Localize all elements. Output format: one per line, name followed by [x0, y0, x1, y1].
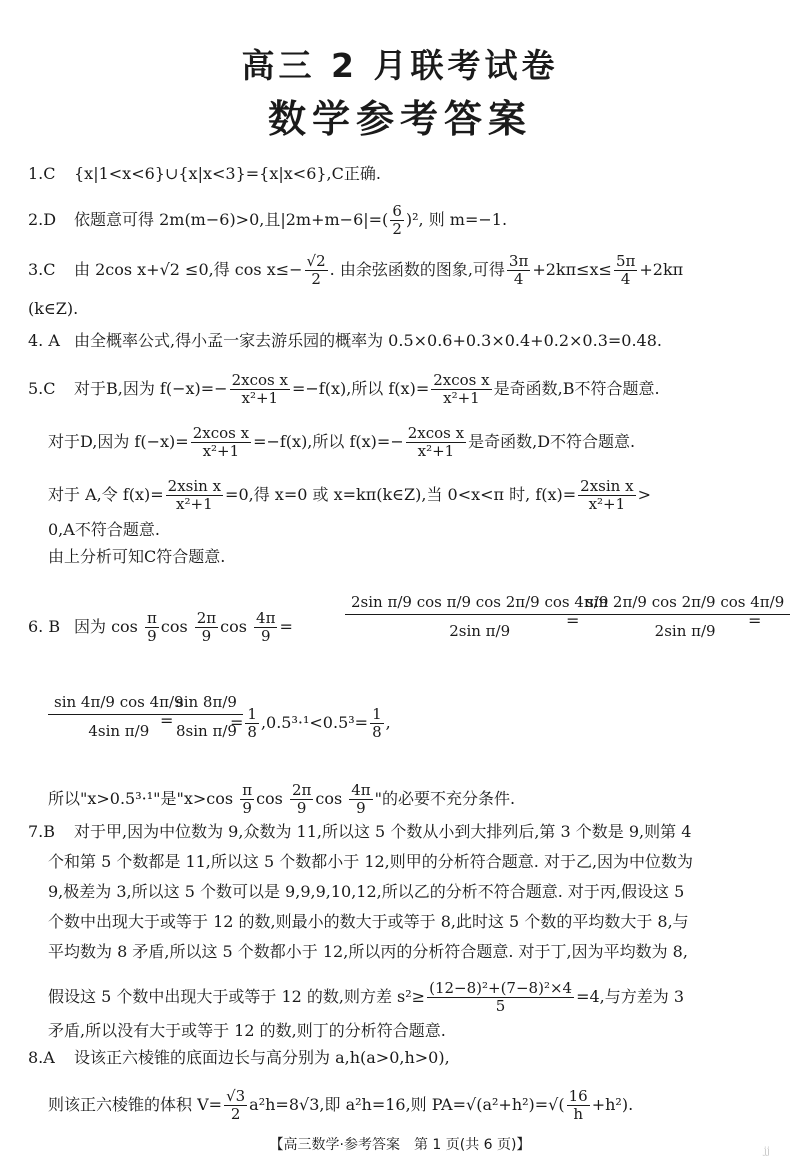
denominator: 8sin π/9 — [176, 722, 237, 740]
fraction — [145, 610, 159, 645]
answer-6-line-3: 所以"x>0.5³·¹"是"x>cos $\frac{\pi}{9}$ cos $\frac{2\pi}{9}$ cos $\frac{4\pi}{9}$ "的必要不充分条件. — [48, 781, 516, 817]
answer-6-line-2: = $\frac{1}{8}$ ,0.5³·¹<0.5³= $\frac{1}{8}$ , — [230, 705, 391, 741]
fraction — [230, 372, 290, 407]
answer-text: "的必要不充分条件. — [374, 789, 516, 808]
answer-7-line-6 — [48, 980, 684, 1015]
numerator: 2sin π/9 cos π/9 cos 2π/9 cos 4π/9 — [345, 590, 614, 615]
denominator: 4 — [513, 270, 524, 288]
denominator: 9 — [147, 627, 157, 645]
page-footer: 【高三数学·参考答案 第 1 页(共 6 页)】 — [269, 1137, 531, 1153]
fraction — [578, 478, 635, 513]
denominator: 5 — [495, 997, 506, 1015]
numerator: 2π — [196, 609, 217, 627]
answer-1 — [28, 163, 381, 185]
answer-number: 4. A — [28, 331, 60, 350]
denominator: 2 — [230, 1105, 241, 1123]
numerator: 1 — [372, 705, 382, 723]
denominator: 8 — [247, 723, 257, 741]
answer-text: 是奇函数,D不符合题意. — [468, 432, 636, 451]
fraction — [254, 610, 277, 645]
answer-text: +2kπ — [639, 260, 684, 279]
answer-text: 设该正六棱锥的底面边长与高分别为 a,h(a>0,h>0), — [74, 1048, 450, 1067]
numerator: π — [147, 609, 157, 627]
fraction — [195, 610, 218, 645]
denominator: 2sin π/9 — [654, 622, 716, 640]
numerator: 4π — [256, 609, 276, 627]
denominator: 9 — [356, 799, 366, 817]
exam-title: 高三 2 月联考试卷 — [241, 46, 559, 85]
answer-2 — [28, 203, 507, 238]
denominator: 4 — [620, 270, 631, 288]
fraction — [224, 1088, 247, 1123]
denominator: 2 — [392, 220, 402, 238]
answer-5-line-5: 由上分析可知C符合题意. — [48, 547, 226, 566]
numerator: (12−8)²+(7−8)²×4 — [429, 979, 573, 997]
answer-text: a²h=8√3,即 a²h=16,则 PA=√(a²+h²)=√( — [249, 1095, 565, 1114]
numerator: 2xsin x — [167, 477, 222, 495]
fraction — [166, 478, 223, 513]
answer-7-line-5: 平均数为 8 矛盾,所以这 5 个数都小于 12,所以丙的分析符合题意. 对于丁,因为平均数为 8, — [48, 942, 688, 961]
answer-text: 对于 A,令 f(x)= — [48, 485, 164, 504]
answer-3 — [28, 253, 683, 288]
numerator: 2xcos x — [231, 371, 288, 389]
answer-text: 对于甲,因为中位数为 9,众数为 11,所以这 5 个数从小到大排列后,第 3 个数是 9,则第 4 — [74, 822, 692, 841]
answer-text: > — [637, 485, 651, 504]
numerator: 6 — [392, 202, 402, 220]
answer-text: 则该正六棱锥的体积 V= — [48, 1095, 223, 1114]
answer-8-line-1 — [28, 1047, 450, 1069]
answer-text: ,0.5³·¹<0.5³= — [260, 713, 369, 732]
answer-number: 8.A — [28, 1048, 55, 1067]
fraction — [240, 782, 254, 817]
answer-number: 5.C — [28, 379, 56, 398]
answer-text: 因为 cos — [74, 617, 138, 636]
answer-text: )², 则 m=−1. — [405, 210, 508, 229]
numerator: sin 4π/9 cos 4π/9 — [48, 690, 190, 715]
numerator: 4π — [351, 781, 371, 799]
denominator: 2sin π/9 — [449, 622, 511, 640]
watermark: jj — [763, 1146, 770, 1157]
answer-8-line-2 — [48, 1088, 633, 1123]
answer-text: +h²). — [591, 1095, 634, 1114]
denominator: x²+1 — [241, 389, 279, 407]
denominator: 4sin π/9 — [88, 722, 150, 740]
answer-text: 由 2cos x+√2 ≤0,得 cos x≤− — [74, 260, 303, 279]
answer-text: +2kπ≤x≤ — [532, 260, 612, 279]
numerator: 2xcos x — [433, 371, 490, 389]
equals-sign: = — [566, 611, 580, 630]
answer-text: 对于D,因为 f(−x)= — [48, 432, 189, 451]
answer-text: =4,与方差为 3 — [576, 987, 685, 1006]
denominator: x²+1 — [443, 389, 480, 407]
numerator: 16 — [568, 1087, 588, 1105]
fraction — [431, 372, 491, 407]
answer-number: 3.C — [28, 260, 56, 279]
answer-7-line-3: 9,极差为 3,所以这 5 个数可以是 9,9,9,10,12,所以乙的分析不符合题意. 对于丙,假设这 5 — [48, 882, 685, 901]
fraction — [507, 253, 530, 288]
denominator: 9 — [296, 799, 307, 817]
answer-3-cont: (k∈Z). — [28, 299, 79, 318]
denominator: 9 — [260, 627, 271, 645]
answer-title: 数学参考答案 — [267, 97, 532, 141]
numerator: √2 — [306, 252, 326, 270]
answer-number: 1.C — [28, 164, 56, 183]
numerator: 1 — [247, 705, 257, 723]
answer-5-line-1 — [28, 372, 660, 407]
numerator: 2π — [291, 781, 312, 799]
numerator: 2xsin x — [580, 477, 634, 495]
fraction — [406, 425, 466, 460]
numerator: 5π — [615, 252, 636, 270]
numerator: 2xcos x — [407, 424, 465, 442]
fraction — [370, 706, 384, 741]
denominator: x²+1 — [176, 495, 213, 513]
numerator: 2xcos x — [192, 424, 250, 442]
answer-text: 假设这 5 个数中出现大于或等于 12 的数,则方差 s²≥ — [48, 987, 426, 1006]
denominator: 9 — [201, 627, 212, 645]
answer-text: =−f(x),所以 f(x)= — [291, 379, 430, 398]
answer-text: =−f(x),所以 f(x)=− — [253, 432, 404, 451]
answer-text: 对于B,因为 f(−x)=− — [74, 379, 228, 398]
answer-text: 依题意可得 2m(m−6)>0,且|2m+m−6|=( — [74, 210, 389, 229]
answer-5-line-4: 0,A不符合题意. — [48, 520, 160, 539]
answer-6-line-1: 6. B 因为 cos $\frac{\pi}{9}$ cos $\frac{2\pi}{9}$ cos $\frac{4\pi}{9}$ = — [28, 609, 293, 645]
answer-4 — [28, 330, 662, 352]
answer-7-line-2: 个和第 5 个数都是 11,所以这 5 个数都小于 12,则甲的分析符合题意. 对于乙,因为中位数为 — [48, 852, 694, 871]
numerator: sin 2π/9 cos 2π/9 cos 4π/9 — [580, 590, 790, 615]
answer-7-line-7: 矛盾,所以没有大于或等于 12 的数,则丁的分析符合题意. — [48, 1021, 446, 1040]
answer-5-line-3 — [48, 478, 651, 513]
fraction — [305, 253, 328, 288]
equals-sign: = — [160, 711, 174, 730]
answer-7-line-1 — [28, 821, 691, 843]
answer-number: 6. B — [28, 617, 61, 636]
answer-text: {x|1<x<6}∪{x|x<3}={x|x<6},C正确. — [74, 164, 381, 183]
answer-7-line-4: 个数中出现大于或等于 12 的数,则最小的数大于或等于 8,此时这 5 个数的平均数大于 8,与 — [48, 912, 689, 931]
answer-5-line-2 — [48, 425, 635, 460]
fraction — [427, 980, 574, 1015]
answer-text: 所以"x>0.5³·¹"是"x>cos — [48, 789, 234, 808]
numerator: 3π — [508, 252, 529, 270]
fraction — [390, 203, 404, 238]
numerator: π — [242, 781, 253, 799]
fraction — [245, 706, 259, 741]
fraction — [349, 782, 372, 817]
equals-sign: = — [748, 611, 762, 630]
denominator: x²+1 — [417, 442, 455, 460]
denominator: 2 — [311, 270, 321, 288]
answer-text: . 由余弦函数的图象,可得 — [329, 260, 505, 279]
fraction — [567, 1088, 590, 1123]
fraction — [191, 425, 251, 460]
answer-text: =0,得 x=0 或 x=kπ(k∈Z),当 0<x<π 时, f(x)= — [225, 485, 577, 504]
numerator: sin 8π/9 — [170, 690, 243, 715]
denominator: 9 — [242, 799, 252, 817]
fraction — [614, 253, 637, 288]
numerator: √3 — [226, 1087, 246, 1105]
answer-number: 2.D — [28, 210, 57, 229]
denominator: x²+1 — [202, 442, 240, 460]
answer-number: 7.B — [28, 822, 56, 841]
denominator: h — [573, 1105, 583, 1123]
answer-text: 由全概率公式,得小孟一家去游乐园的概率为 0.5×0.6+0.3×0.4+0.2×0.3=0.48. — [74, 331, 662, 350]
fraction — [290, 782, 313, 817]
answer-text: 是奇函数,B不符合题意. — [493, 379, 660, 398]
denominator: x²+1 — [588, 495, 626, 513]
denominator: 8 — [372, 723, 382, 741]
